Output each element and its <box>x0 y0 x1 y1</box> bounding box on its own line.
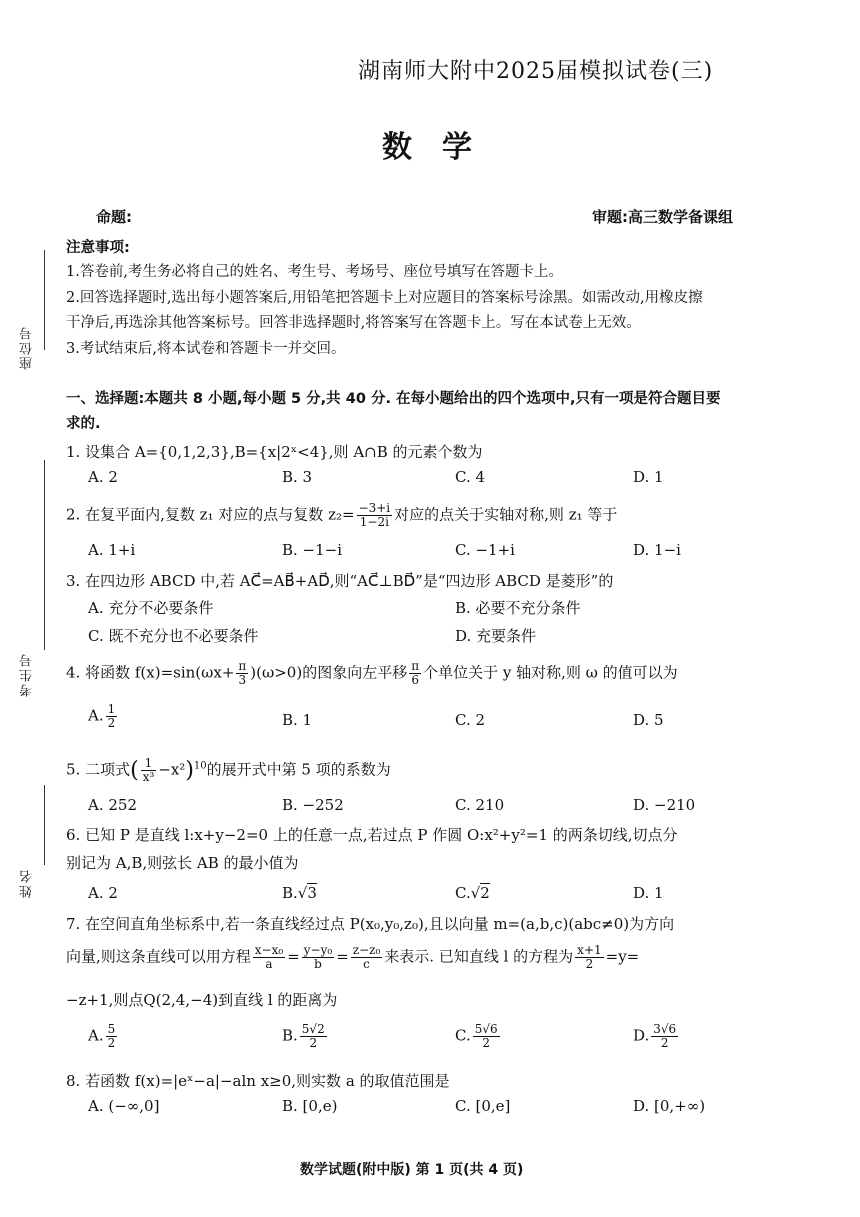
q6-c-prefix: C. <box>455 884 471 902</box>
exam-no-line <box>44 460 45 650</box>
q4-pi-2: π <box>411 659 420 673</box>
q6-b-prefix: B. <box>282 884 298 902</box>
q6-stem-b: 别记为 A,B,则弦长 AB 的最小值为 <box>66 854 299 872</box>
q4-stem-a: 4. 将函数 f(x)=sin(ωx+ <box>66 663 235 682</box>
notes-heading: 注意事项: <box>66 240 130 256</box>
q8-stem: 8. 若函数 f(x)=|eˣ−a|−aln x≥0,则实数 a 的取值范围是 <box>66 1072 450 1090</box>
q7-stem-b1: 向量,则这条直线可以用方程 <box>66 947 251 966</box>
q7-frac-y-num: y−y₀ <box>303 943 333 957</box>
q5-fraction <box>141 757 157 784</box>
q7-b-num: 5√2 <box>301 1022 325 1036</box>
q6-option-d: D. 1 <box>633 884 664 902</box>
q4-option-c: C. 2 <box>455 711 486 729</box>
q4-a-den: 2 <box>107 716 116 730</box>
q7-frac-z-den: c <box>363 957 370 971</box>
q7-stem-b <box>66 944 639 971</box>
q4-option-b: B. 1 <box>282 711 313 729</box>
name-label: 姓名 <box>20 868 35 898</box>
q2-fraction <box>357 502 393 529</box>
q7-option-d <box>633 1023 680 1050</box>
q7-frac-x <box>253 944 285 971</box>
note-2a: 2.回答选择题时,选出每小题答案后,用铅笔把答题卡上对应题目的答案标号涂黑。如需改动,用橡皮擦 <box>66 290 703 306</box>
q4-pi-over-3 <box>236 660 248 687</box>
seat-label: 座位号 <box>20 325 35 370</box>
q7-option-a <box>88 1023 119 1050</box>
q5-option-b: B. −252 <box>282 796 344 814</box>
q5-one: 1 <box>141 757 157 771</box>
q5-minus-x2: −x² <box>158 760 186 779</box>
q1-option-d: D. 1 <box>633 468 664 486</box>
q7-b-fraction <box>300 1023 327 1050</box>
note-3: 3.考试结束后,将本试卷和答题卡一并交回。 <box>66 341 346 357</box>
q5-stem-a: 5. 二项式 <box>66 760 131 779</box>
q7-a-fraction <box>106 1023 118 1050</box>
note-1: 1.答卷前,考生务必将自己的姓名、考生号、考场号、座位号填写在答题卡上。 <box>66 264 563 280</box>
q7-d-den: 2 <box>660 1036 669 1050</box>
q4-stem-c: 个单位关于 y 轴对称,则 ω 的值可以为 <box>423 663 678 682</box>
q5-x3: x³ <box>142 770 155 784</box>
q7-c-num: 5√6 <box>474 1022 498 1036</box>
q4-three: 3 <box>238 673 247 687</box>
seat-line <box>44 250 45 350</box>
q7-c-den: 2 <box>482 1036 490 1050</box>
q2-stem <box>66 502 617 529</box>
q2-option-c: C. −1+i <box>455 541 515 559</box>
q1-option-b: B. 3 <box>282 468 313 486</box>
q7-frac-l-den: 2 <box>585 957 594 971</box>
q7-a-den: 2 <box>107 1036 116 1050</box>
q6-option-b: B.√3 <box>282 884 317 902</box>
q7-stem-b3: =y= <box>605 947 640 966</box>
q6-option-c: C.√2 <box>455 884 490 902</box>
q5-stem-b: 的展开式中第 5 项的系数为 <box>206 760 391 779</box>
q2-option-a: A. 1+i <box>88 541 136 559</box>
q7-eq-2: = <box>336 947 349 966</box>
q2-option-d: D. 1−i <box>633 541 681 559</box>
q4-a-prefix: A. <box>88 706 104 725</box>
q4-option-a <box>88 703 119 730</box>
q7-c-prefix: C. <box>455 1026 471 1045</box>
q7-c-fraction <box>473 1023 500 1050</box>
q7-eq-1: = <box>287 947 300 966</box>
q7-d-prefix: D. <box>633 1026 650 1045</box>
q3-option-b: B. 必要不充分条件 <box>455 599 581 617</box>
q8-option-d: D. [0,+∞) <box>633 1097 706 1115</box>
note-2b: 干净后,再选涂其他答案标号。回答非选择题时,将答案写在答题卡上。写在本试卷上无效。 <box>66 315 641 331</box>
q7-option-b <box>282 1023 329 1050</box>
q5-exponent: 10 <box>193 760 207 772</box>
page-footer: 数学试题(附中版) 第 1 页(共 4 页) <box>300 1162 524 1178</box>
section1-heading-b: 求的. <box>66 416 101 432</box>
q5-open-paren: ( <box>130 758 139 783</box>
reviewer-label: 审题:高三数学备课组 <box>592 208 733 226</box>
q7-frac-y <box>302 944 334 971</box>
q7-option-c <box>455 1023 502 1050</box>
q7-frac-z <box>351 944 383 971</box>
q8-option-a: A. (−∞,0] <box>88 1097 160 1115</box>
q5-stem <box>66 757 391 784</box>
q7-stem-c: −z+1,则点Q(2,4,−4)到直线 l 的距离为 <box>66 991 338 1009</box>
q7-d-num: 3√6 <box>653 1022 677 1036</box>
name-line <box>44 785 45 865</box>
exam-no-label: 考生号 <box>20 652 35 697</box>
q8-option-c: C. [0,e] <box>455 1097 511 1115</box>
q8-option-b: B. [0,e) <box>282 1097 338 1115</box>
q4-pi: π <box>238 659 247 673</box>
q3-option-c: C. 既不充分也不必要条件 <box>88 627 259 645</box>
q5-option-d: D. −210 <box>633 796 696 814</box>
q7-a-num: 5 <box>107 1022 116 1036</box>
q7-frac-y-den: b <box>314 957 322 971</box>
q6-stem-a: 6. 已知 P 是直线 l:x+y−2=0 上的任意一点,若过点 P 作圆 O:x²+y²=1 的两条切线,切点分 <box>66 826 678 844</box>
q7-stem-b2: 来表示. 已知直线 l 的方程为 <box>384 947 574 966</box>
q1-stem: 1. 设集合 A={0,1,2,3},B={x|2ˣ<4},则 A∩B 的元素个数为 <box>66 443 483 461</box>
q3-option-a: A. 充分不必要条件 <box>88 599 214 617</box>
q4-a-fraction <box>106 703 118 730</box>
q6-option-a: A. 2 <box>88 884 118 902</box>
q5-option-c: C. 210 <box>455 796 505 814</box>
q4-stem-b: )(ω>0)的图象向左平移 <box>250 663 408 682</box>
q5-option-a: A. 252 <box>88 796 137 814</box>
q4-stem <box>66 660 678 687</box>
q7-frac-l-num: x+1 <box>577 943 602 957</box>
q2-option-b: B. −1−i <box>282 541 343 559</box>
q7-frac-x-num: x−x₀ <box>254 943 284 957</box>
subject-title: 数学 <box>382 130 502 165</box>
q6-b-radicand: 3 <box>307 884 317 902</box>
author-label: 命题: <box>96 208 132 226</box>
q7-a-prefix: A. <box>88 1026 104 1045</box>
q4-six: 6 <box>411 673 419 687</box>
q7-stem-a: 7. 在空间直角坐标系中,若一条直线经过点 P(x₀,y₀,z₀),且以向量 m=(a,b,c)(abc≠0)为方向 <box>66 915 675 933</box>
q2-stem-a: 2. 在复平面内,复数 z₁ 对应的点与复数 z₂= <box>66 505 355 524</box>
q4-option-d: D. 5 <box>633 711 664 729</box>
q7-frac-l <box>575 944 603 971</box>
q5-close-paren: ) <box>185 758 194 783</box>
q6-c-radicand: 2 <box>480 884 490 902</box>
q1-option-a: A. 2 <box>88 468 118 486</box>
q2-numerator: −3+i <box>358 501 391 515</box>
q7-frac-z-num: z−z₀ <box>352 943 381 957</box>
q7-frac-x-den: a <box>265 957 273 971</box>
exam-title: 湖南师大附中2025届模拟试卷(三) <box>358 59 714 84</box>
q1-option-c: C. 4 <box>455 468 486 486</box>
q7-d-fraction <box>651 1023 678 1050</box>
q7-b-den: 2 <box>309 1036 318 1050</box>
q7-b-prefix: B. <box>282 1026 298 1045</box>
q3-option-d: D. 充要条件 <box>455 627 537 645</box>
q4-a-num: 1 <box>107 702 116 716</box>
q2-stem-b: 对应的点关于实轴对称,则 z₁ 等于 <box>394 505 618 524</box>
q2-denominator: 1−2i <box>359 515 389 529</box>
section1-heading-a: 一、选择题:本题共 8 小题,每小题 5 分,共 40 分. 在每小题给出的四个选项中,只有一项是符合题目要 <box>66 391 721 407</box>
q4-pi-over-6 <box>409 660 421 687</box>
q3-stem: 3. 在四边形 ABCD 中,若 AC⃗=AB⃗+AD⃗,则“AC⃗⊥BD⃗”是“四边形 ABCD 是菱形”的 <box>66 572 614 590</box>
